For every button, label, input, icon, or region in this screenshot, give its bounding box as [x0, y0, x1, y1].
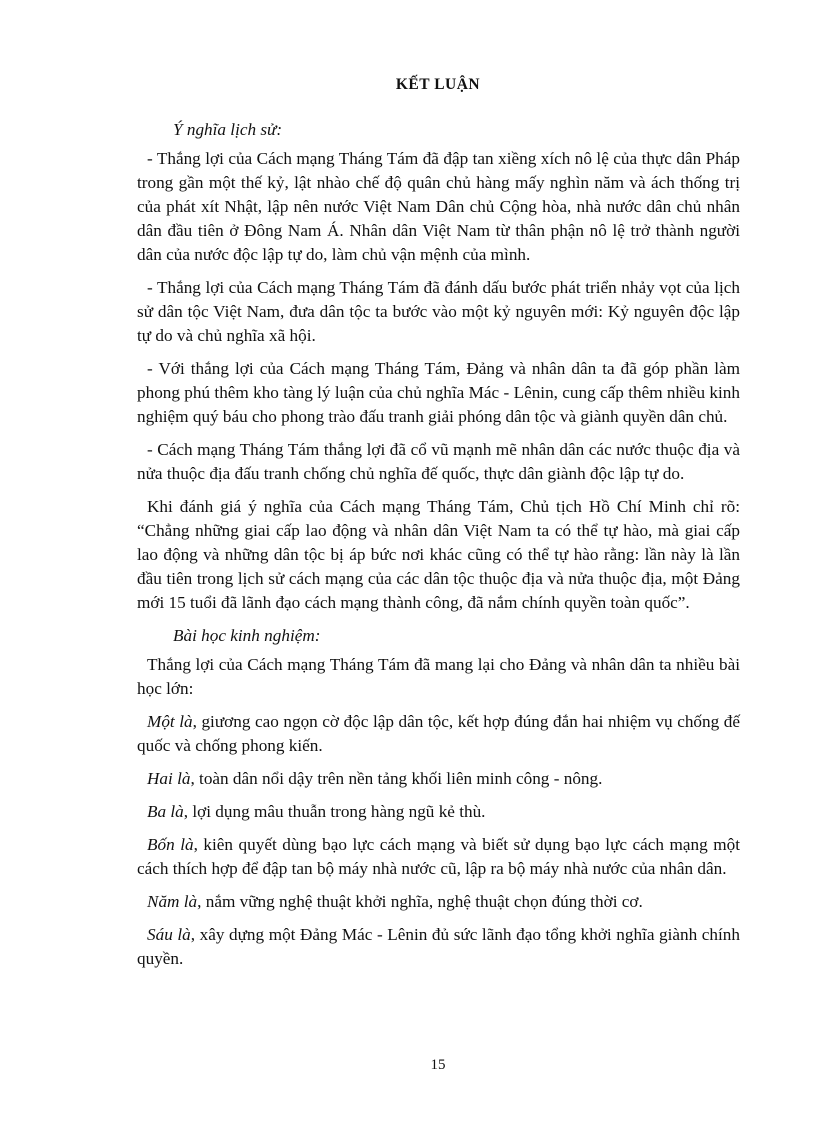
lesson-6 [137, 923, 740, 971]
document-body [137, 118, 740, 980]
paragraph-6: Thắng lợi của Cách mạng Tháng Tám đã mang lại cho Đảng và nhân dân ta nhiều bài học lớn: [137, 655, 740, 698]
paragraph-4: - Cách mạng Tháng Tám thắng lợi đã cổ vũ mạnh mẽ nhân dân các nước thuộc địa và nửa thuộc địa đấu tranh chống chủ nghĩa đế quốc, thực dân giành độc lập tự do. [137, 440, 740, 483]
lesson-4-text: , kiên quyết dùng bạo lực cách mạng và biết sử dụng bạo lực cách mạng một cách thích hợp để đập tan bộ máy nhà nước cũ, lập ra bộ máy nhà nước của nhân dân. [137, 835, 740, 878]
lesson-6-text: , xây dựng một Đảng Mác - Lênin đủ sức lãnh đạo tổng khởi nghĩa giành chính quyền. [137, 925, 740, 968]
lesson-5-lead: Năm là [147, 892, 198, 911]
lesson-1 [137, 710, 740, 758]
section-heading-lessons: Bài học kinh nghiệm: [173, 626, 321, 645]
paragraph-2: - Thắng lợi của Cách mạng Tháng Tám đã đánh dấu bước phát triển nhảy vọt của lịch sử dân tộc Việt Nam, đưa dân tộc ta bước vào một kỷ nguyên mới: Kỷ nguyên độc lập tự do và chủ nghĩa xã hội. [137, 278, 740, 345]
lesson-2 [137, 767, 740, 791]
paragraph-1: - Thắng lợi của Cách mạng Tháng Tám đã đập tan xiềng xích nô lệ của thực dân Pháp trong gần một thế kỷ, lật nhào chế độ quân chủ hàng mấy nghìn năm và ách thống trị của phát xít Nhật, lập nên nước Việt Nam Dân chủ Cộng hòa, nhà nước dân chủ nhân dân đầu tiên ở Đông Nam Á. Nhân dân Việt Nam từ thân phận nô lệ trở thành người dân của nước độc lập tự do, làm chủ vận mệnh của mình. [137, 149, 740, 264]
lesson-6-lead: Sáu là [147, 925, 191, 944]
page-number: 15 [430, 1057, 446, 1073]
section-heading-historical-significance: Ý nghĩa lịch sử: [173, 120, 283, 139]
lesson-2-lead: Hai là [147, 769, 191, 788]
lesson-3-text: , lợi dụng mâu thuẫn trong hàng ngũ kẻ thù. [183, 802, 486, 821]
lesson-5 [137, 890, 740, 914]
paragraph-3: - Với thắng lợi của Cách mạng Tháng Tám, Đảng và nhân dân ta đã góp phần làm phong phú thêm kho tàng lý luận của chủ nghĩa Mác - Lênin, cung cấp thêm nhiều kinh nghiệm quý báu cho phong trào đấu tranh giải phóng dân tộc và giành quyền dân chủ. [137, 359, 740, 426]
lesson-4-lead: Bốn là [147, 835, 194, 854]
paragraph-5: Khi đánh giá ý nghĩa của Cách mạng Tháng Tám, Chủ tịch Hồ Chí Minh chỉ rõ: “Chẳng những giai cấp lao động và nhân dân Việt Nam ta có thể tự hào, mà giai cấp lao động và những dân tộc bị áp bức nơi khác cũng có thể tự hào rằng: lần này là lần đầu tiên trong lịch sử cách mạng của các dân tộc thuộc địa và nửa thuộc địa, một Đảng mới 15 tuổi đã lãnh đạo cách mạng thành công, đã nắm chính quyền toàn quốc”. [137, 497, 740, 612]
lesson-5-text: , nắm vững nghệ thuật khởi nghĩa, nghệ thuật chọn đúng thời cơ. [197, 892, 643, 911]
lesson-3 [137, 800, 740, 824]
lesson-3-lead: Ba là [147, 802, 184, 821]
lesson-4 [137, 833, 740, 881]
lesson-1-lead: Một là [147, 712, 193, 731]
lesson-2-text: , toàn dân nổi dậy trên nền tảng khối liên minh công - nông. [190, 769, 603, 788]
page-title: KẾT LUẬN [395, 76, 481, 93]
lesson-1-text: , giương cao ngọn cờ độc lập dân tộc, kết hợp đúng đắn hai nhiệm vụ chống đế quốc và chống phong kiến. [137, 712, 740, 755]
